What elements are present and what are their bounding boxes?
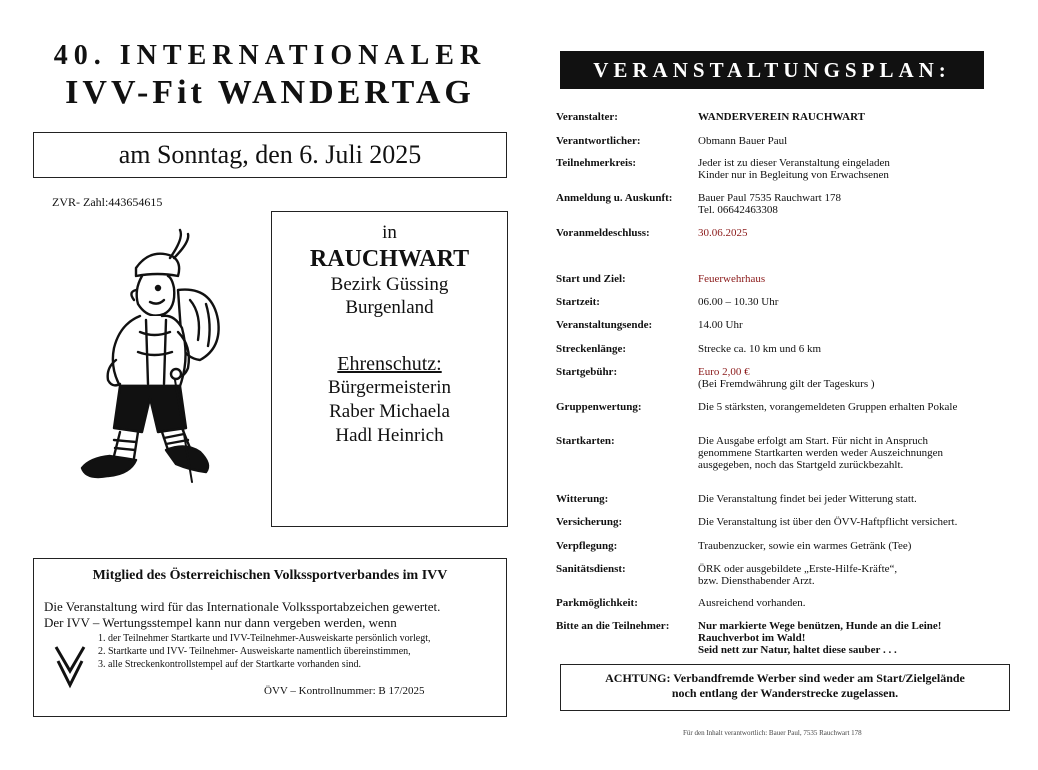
plan-row-label: Startkarten: xyxy=(556,435,615,447)
plan-row-value-line: 14.00 Uhr xyxy=(698,319,743,331)
location-district: Bezirk Güssing xyxy=(330,274,449,295)
plan-row-label: Teilnehmerkreis: xyxy=(556,157,637,169)
plan-row-value-line: Feuerwehrhaus xyxy=(698,273,766,285)
membership-text-1: Die Veranstaltung wird für das Internationale Volkssportabzeichen gewertet. xyxy=(44,599,441,614)
plan-row-value-line: Die Ausgabe erfolgt am Start. Für nicht in Anspruch xyxy=(698,435,929,447)
membership-box xyxy=(33,558,507,717)
plan-row-value-line: ausgegeben, noch das Startgeld zurückbezahlt. xyxy=(698,459,904,471)
hiker-illustration xyxy=(50,228,246,484)
plan-row-value-line: Seid nett zur Natur, haltet diese sauber . . . xyxy=(698,644,897,656)
plan-row-value-line: Die Veranstaltung findet bei jeder Witterung statt. xyxy=(698,493,917,505)
plan-row-value xyxy=(698,157,890,181)
plan-row-label: Start und Ziel: xyxy=(556,273,626,285)
plan-row-label: Bitte an die Teilnehmer: xyxy=(556,620,670,632)
location-state: Burgenland xyxy=(345,297,434,318)
plan-row-value-line: Tel. 06642463308 xyxy=(698,204,778,216)
membership-condition: 3. alle Streckenkontrollstempel auf der Startkarte vorhanden sind. xyxy=(98,659,361,670)
plan-row-value xyxy=(698,401,957,413)
plan-row-label: Anmeldung u. Auskunft: xyxy=(556,192,673,204)
plan-row-value xyxy=(698,493,917,505)
ivv-logo-icon xyxy=(54,645,86,689)
plan-row-label: Parkmöglichkeit: xyxy=(556,597,638,609)
plan-row-value xyxy=(698,319,743,331)
plan-row-value-line: bzw. Diensthabender Arzt. xyxy=(698,575,815,587)
plan-row-label: Sanitätsdienst: xyxy=(556,563,626,575)
plan-row-value-line: Traubenzucker, sowie ein warmes Getränk (Tee) xyxy=(698,540,912,552)
plan-row-value xyxy=(698,296,778,308)
event-title-line2: IVV-Fit WANDERTAG xyxy=(65,74,475,111)
ehrenschutz-person: Bürgermeisterin xyxy=(327,377,452,398)
plan-row-value xyxy=(698,597,806,609)
event-title-line1: 40. INTERNATIONALER xyxy=(53,40,487,71)
membership-condition: 1. der Teilnehmer Startkarte und IVV-Teilnehmer-Ausweiskarte persönlich vorlegt, xyxy=(98,633,431,644)
location-in: in xyxy=(382,222,397,243)
plan-row-value-line: Ausreichend vorhanden. xyxy=(698,597,806,609)
plan-row-value xyxy=(698,620,941,656)
plan-row-value-line: WANDERVEREIN RAUCHWART xyxy=(698,111,865,123)
location-city: RAUCHWART xyxy=(309,246,470,272)
location-box xyxy=(271,211,508,527)
plan-row-label: Gruppenwertung: xyxy=(556,401,642,413)
plan-row-value-line: Euro 2,00 € xyxy=(698,366,750,378)
achtung-line-1: ACHTUNG: Verbandfremde Werber sind weder am Start/Zielgelände xyxy=(605,671,965,685)
plan-row-value-line: Jeder ist zu dieser Veranstaltung eingeladen xyxy=(698,157,890,169)
zvr-number: ZVR- Zahl:443654615 xyxy=(52,195,163,209)
ehrenschutz-person: Hadl Heinrich xyxy=(335,425,444,446)
membership-condition: 2. Startkarte und IVV- Teilnehmer- Ausweiskarte namentlich übereinstimmen, xyxy=(98,646,411,657)
plan-row-value-line: Strecke ca. 10 km und 6 km xyxy=(698,343,822,355)
plan-row-label: Startzeit: xyxy=(556,296,600,308)
footer-responsible: Für den Inhalt verantwortlich: Bauer Paul, 7535 Rauchwart 178 xyxy=(683,729,862,737)
plan-row-label: Witterung: xyxy=(556,493,609,505)
plan-row-value-line: Die 5 stärksten, vorangemeldeten Gruppen erhalten Pokale xyxy=(698,401,958,413)
plan-row-value-line: Die Veranstaltung ist über den ÖVV-Haftpflicht versichert. xyxy=(698,516,958,528)
plan-row-value xyxy=(698,516,957,528)
plan-row-label: Voranmeldeschluss: xyxy=(556,227,650,239)
plan-row-label: Verantwortlicher: xyxy=(556,135,641,147)
plan-row-value xyxy=(698,273,765,285)
achtung-box xyxy=(560,664,1010,711)
event-date-box xyxy=(33,132,507,178)
plan-row-label: Startgebühr: xyxy=(556,366,618,378)
plan-row-value xyxy=(698,366,875,390)
plan-row-value-line: Kinder nur in Begleitung von Erwachsenen xyxy=(698,169,889,181)
plan-row-value-line: 30.06.2025 xyxy=(698,227,748,239)
plan-row-label: Verpflegung: xyxy=(556,540,618,552)
plan-row-value xyxy=(698,111,865,123)
plan-row-value xyxy=(698,192,841,216)
plan-row-value xyxy=(698,343,821,355)
plan-row-value xyxy=(698,435,943,471)
plan-row-label: Veranstaltungsende: xyxy=(556,319,653,331)
plan-row-value-line: Bauer Paul 7535 Rauchwart 178 xyxy=(698,192,841,204)
plan-row-value xyxy=(698,563,897,587)
plan-row-value-line: Rauchverbot im Wald! xyxy=(698,632,806,644)
membership-title: Mitglied des Österreichischen Volkssportverbandes im IVV xyxy=(92,568,448,583)
event-date: am Sonntag, den 6. Juli 2025 xyxy=(118,140,422,169)
plan-row-value-line: 06.00 – 10.30 Uhr xyxy=(698,296,779,308)
plan-row-value-line: ÖRK oder ausgebildete „Erste-Hilfe-Kräfte“, xyxy=(698,563,898,575)
plan-row-label: Streckenlänge: xyxy=(556,343,627,355)
plan-row-value-line: genommene Startkarten werden weder Auszeichnungen xyxy=(698,447,943,459)
plan-row-label: Versicherung: xyxy=(556,516,623,528)
plan-row-value-line: (Bei Fremdwährung gilt der Tageskurs ) xyxy=(698,378,875,390)
plan-row-value-line: Obmann Bauer Paul xyxy=(698,135,788,147)
plan-row-label: Veranstalter: xyxy=(556,111,618,123)
membership-text-2: Der IVV – Wertungsstempel kann nur dann vergeben werden, wenn xyxy=(44,615,397,630)
plan-row-value xyxy=(698,227,748,239)
plan-row-value xyxy=(698,540,911,552)
achtung-line-2: noch entlang der Wanderstrecke zugelassen. xyxy=(671,686,899,700)
control-number: ÖVV – Kontrollnummer: B 17/2025 xyxy=(264,685,425,697)
ehrenschutz-person: Raber Michaela xyxy=(329,401,450,422)
plan-header: VERANSTALTUNGSPLAN: xyxy=(560,51,984,89)
plan-row-value xyxy=(698,135,787,147)
plan-row-value-line: Nur markierte Wege benützen, Hunde an die Leine! xyxy=(698,620,942,632)
ehrenschutz-label: Ehrenschutz: xyxy=(337,353,442,375)
